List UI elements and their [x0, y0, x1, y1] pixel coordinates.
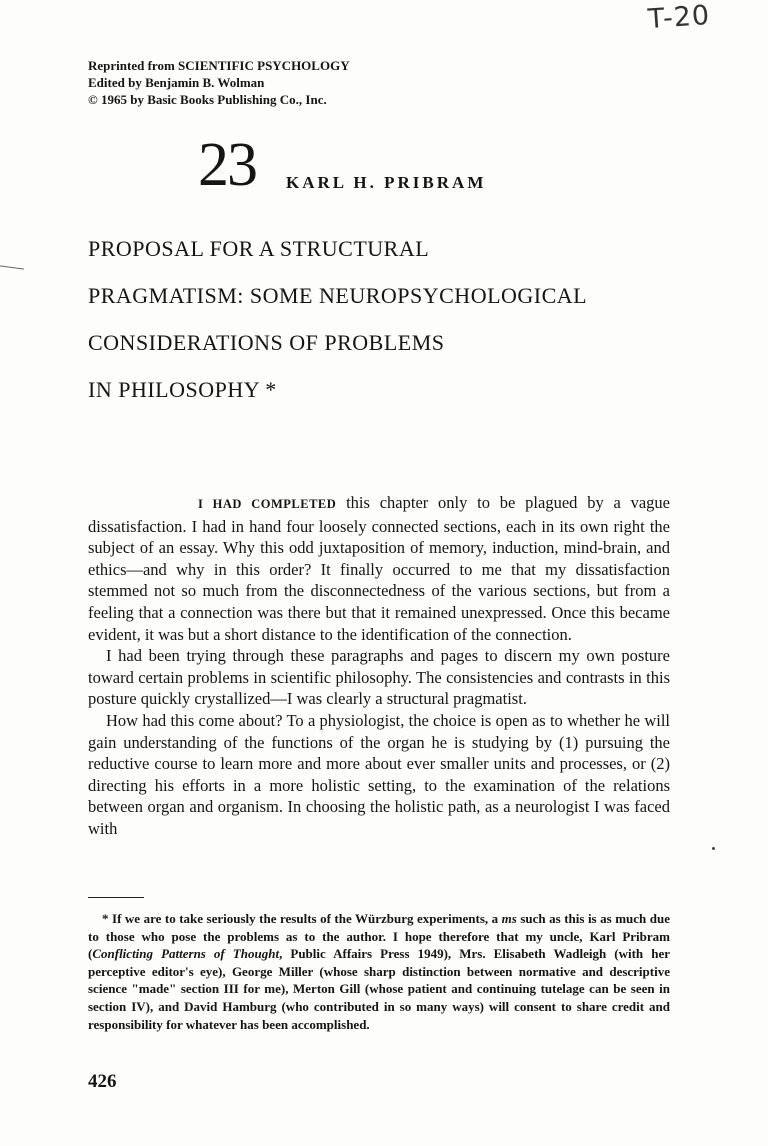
paragraph-lead-in: I HAD COMPLETED	[198, 497, 337, 511]
footnote-rule	[88, 897, 144, 898]
reprint-notice	[88, 57, 508, 108]
paragraph-3: How had this come about? To a physiologist, the choice is open as to whether he will gain understanding of the functions of the organ he is studying by (1) pursuing the reductive course to learn more and more about ever smaller units and processes, or (2) directing his efforts in a more holistic setting, to the examination of the relations between organ and organism. In choosing the holistic path, as a neurologist I was faced with	[88, 710, 670, 838]
paragraph-1	[88, 492, 670, 645]
footnote-part-1: * If we are to take seriously the results of the Würzburg experiments, a	[102, 911, 502, 926]
margin-mark	[0, 265, 24, 269]
paragraph-1-text: this chapter only to be plagued by a vague dissatisfaction. I had in hand four loosely connected sections, each in its own right the subject of an essay. Why this odd juxtaposition of memory, induction, mind-brain, and ethics—and why in this order? It finally occurred to me that my dissatisfaction stemmed not so much from the disconnectedness of the various sections, but from a feeling that a connection was there but that it remained unexpressed. Once this became evident, it was but a short distance to the identification of the connection.	[88, 493, 671, 644]
reprint-copyright: © 1965 by Basic Books Publishing Co., Inc.	[88, 92, 327, 107]
footnote-part-3: , Public Affairs Press 1949), Mrs. Elisabeth Wadleigh (with her perceptive editor's eye), George Miller (whose sharp distinction between normative and descriptive science "made" section III for me), Merton Gill (whose patient and continuing tutelage can be seen in section IV), and David Hamburg (who contributed in so many ways) will consent to share credit and responsibility for whatever has been accomplished.	[88, 946, 670, 1032]
footnote-book-title: Conflicting Patterns of Thought	[92, 946, 280, 962]
body-text	[88, 492, 670, 840]
chapter-title-line-3: CONSIDERATIONS OF PROBLEMS	[88, 330, 445, 355]
chapter-number: 23	[198, 131, 256, 199]
paragraph-2: I had been trying through these paragraphs and pages to discern my own posture toward certain problems in scientific philosophy. The consistencies and contrasts in this posture quickly crystallized—I was clearly a structural pragmatist.	[88, 646, 670, 709]
reprint-editor: Edited by Benjamin B. Wolman	[88, 75, 265, 90]
footnote-part-2: such as this is as much due to those who pose the problems as to the author. I hope therefore that my uncle, Karl Pribram (	[88, 911, 670, 962]
chapter-title-line-1: PROPOSAL FOR A STRUCTURAL	[88, 236, 430, 261]
page-number: 426	[88, 1071, 117, 1092]
stray-mark	[712, 847, 715, 850]
chapter-title-line-2: PRAGMATISM: SOME NEUROPSYCHOLOGICAL	[88, 283, 588, 308]
footnote-ms: ms	[501, 911, 517, 926]
chapter-title-line-4: IN PHILOSOPHY *	[88, 377, 277, 402]
reprint-source: Reprinted from SCIENTIFIC PSYCHOLOGY	[88, 58, 350, 73]
chapter-author: KARL H. PRIBRAM	[286, 173, 487, 192]
footnote	[88, 910, 670, 1033]
handwritten-note: T-20	[646, 0, 712, 36]
footnote-text	[88, 910, 670, 1033]
